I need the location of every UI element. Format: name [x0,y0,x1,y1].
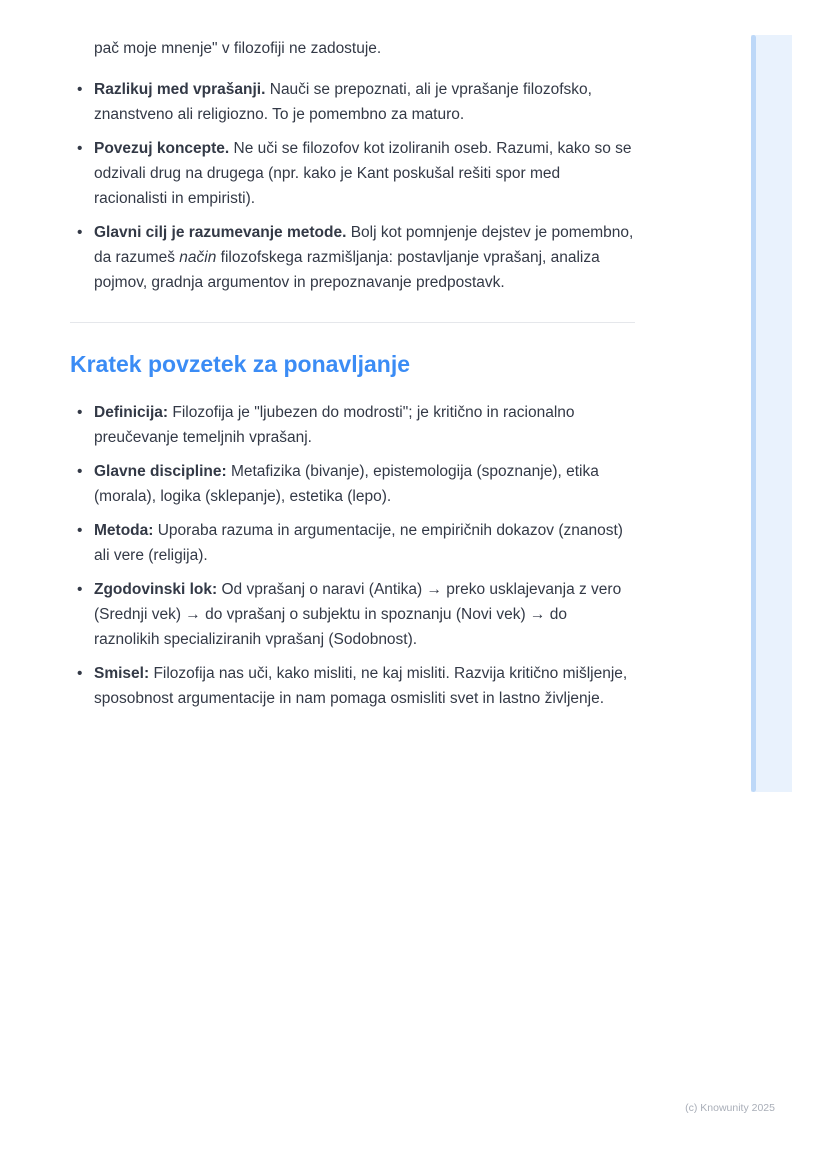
item-bold-label: Razlikuj med vprašanji. [94,81,266,98]
item-bold-label: Definicija: [94,404,169,421]
page-content [70,36,636,720]
continuation-text: pač moje mnenje" v filozofiji ne zadostuje. [94,40,382,57]
footer-credit: (c) Knowunity 2025 [685,1102,775,1114]
item-bold-label: Glavni cilj je razumevanje metode. [94,224,347,241]
study-tips-list [70,77,636,295]
item-bold-label: Zgodovinski lok: [94,581,218,598]
list-item [70,220,636,295]
item-bold-label: Metoda: [94,522,154,539]
right-scroll-thumb[interactable] [751,35,756,792]
list-item [70,577,636,652]
item-bold-label: Smisel: [94,665,150,682]
list-item [70,136,636,211]
summary-list [70,400,636,711]
section-divider [70,322,635,323]
list-item [70,459,636,509]
item-text: Filozofija je "ljubezen do modrosti"; je kritično in racionalno preučevanje temeljnih vprašanj. [94,404,575,446]
list-item [70,400,636,450]
item-text: Ne uči se filozofov kot izoliranih oseb. Razumi, kako so se odzivali drug na drugega (npr. kako je Kant poskušal rešiti spor med racionalisti in empiristi). [94,140,632,207]
item-bold-label: Povezuj koncepte. [94,140,230,157]
item-text: Uporaba razuma in argumentacije, ne empiričnih dokazov (znanost) ali vere (religija). [94,522,623,564]
item-text: filozofskega razmišljanja: postavljanje vprašanj, analiza pojmov, gradnja argumentov in prepoznavanje predpostavk. [94,249,600,291]
item-text: Nauči se prepoznati, ali je vprašanje filozofsko, znanstveno ali religiozno. To je pomembno za maturo. [94,81,592,123]
item-italic-text: način [179,249,217,266]
list-item [70,518,636,568]
item-bold-label: Glavne discipline: [94,463,227,480]
item-text: Filozofija nas uči, kako misliti, ne kaj misliti. Razvija kritično mišljenje, sposobnost argumentacije in nam pomaga osmisliti svet in lastno življenje. [94,665,628,707]
item-text: Bolj kot pomnjenje dejstev je pomembno, da razumeš [94,224,634,266]
list-item [70,77,636,127]
right-scroll-track[interactable] [751,35,792,792]
section-heading: Kratek povzetek za ponavljanje [70,351,411,377]
item-text: Od vprašanj o naravi (Antika) → preko usklajevanja z vero (Srednji vek) → do vprašanj o subjektu in spoznanju (Novi vek) → do raznolikih specializiranih vprašanj (Sodobnost). [94,581,622,648]
item-text: Metafizika (bivanje), epistemologija (spoznanje), etika (morala), logika (sklepanje), estetika (lepo). [94,463,599,505]
list-item [70,661,636,711]
